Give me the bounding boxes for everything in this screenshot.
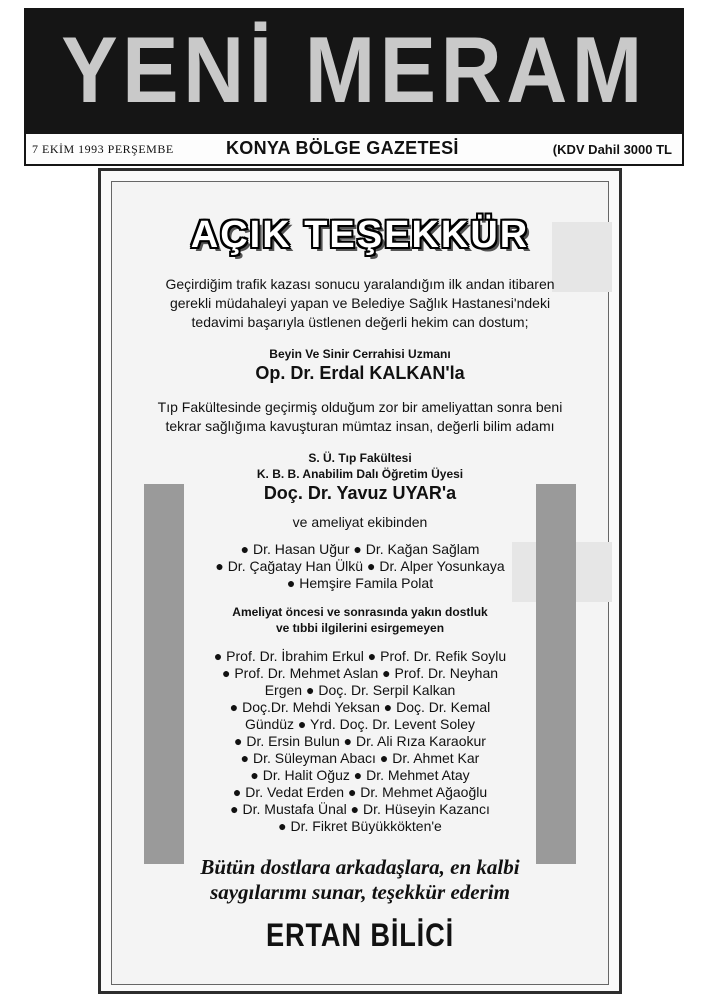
bullet-icon: ●	[353, 767, 363, 783]
bullet-icon: ●	[343, 733, 353, 749]
friend-name: Prof. Dr. Refik Soylu	[380, 648, 507, 664]
bullet-icon: ●	[278, 818, 287, 834]
friend-name: Dr. Mehmet Atay	[366, 767, 470, 783]
bullet-icon: ●	[213, 648, 223, 664]
friends-line	[112, 767, 608, 784]
ad-headline: AÇIK TEŞEKKÜR	[190, 214, 530, 256]
friend-name: Prof. Dr. İbrahim Erkul	[226, 648, 364, 664]
friends-line	[112, 750, 608, 767]
bullet-icon: ●	[229, 699, 239, 715]
bullet-icon: ●	[234, 733, 243, 749]
team-line	[112, 575, 608, 592]
friends-line	[112, 801, 608, 818]
doctor1-title: Beyin Ve Sinir Cerrahisi Uzmanı	[269, 347, 451, 361]
friends-line	[112, 733, 608, 750]
friends-intro-line1: Ameliyat öncesi ve sonrasında yakın dostluk	[232, 605, 488, 619]
bullet-icon: ●	[230, 801, 239, 817]
friend-name: Dr. Mustafa Ünal	[242, 801, 347, 817]
intro-paragraph: Geçirdiğim trafik kazası sonucu yaralandığım ilk andan itibaren gerekli müdahaleyi yapan ve Belediye Sağlık Hastanesi'ndeki tedavimi başarıyla üstlenen değerli hekim can dostum;	[165, 276, 555, 330]
doctor1-name: Op. Dr. Erdal KALKAN'la	[255, 363, 465, 383]
friend-name: Doç. Dr. Serpil Kalkan	[318, 682, 456, 698]
friends-line	[112, 784, 608, 801]
friends-line	[112, 699, 608, 716]
friend-name: Doç. Dr. Kemal	[396, 699, 491, 715]
friend-name: Dr. Ahmet Kar	[392, 750, 480, 766]
bullet-icon: ●	[286, 575, 296, 591]
friend-name: Doç.Dr. Mehdi Yeksan	[242, 699, 380, 715]
friend-name: Prof. Dr. Neyhan	[394, 665, 499, 681]
bullet-icon: ●	[215, 558, 224, 574]
friend-name: Prof. Dr. Mehmet Aslan	[234, 665, 379, 681]
ad-inner-panel	[111, 181, 609, 985]
friends-line	[112, 682, 608, 699]
bullet-icon: ●	[382, 665, 391, 681]
bullet-icon: ●	[379, 750, 389, 766]
issue-date: 7 EKİM 1993 PERŞEMBE	[32, 142, 174, 156]
team-intro: ve ameliyat ekibinden	[292, 514, 428, 530]
newspaper-subtitle: KONYA BÖLGE GAZETESİ	[226, 138, 459, 158]
team-member: Dr. Hasan Uğur	[253, 541, 350, 557]
bullet-icon: ●	[366, 558, 376, 574]
bullet-icon: ●	[221, 665, 231, 681]
friend-name: Dr. Süleyman Abacı	[253, 750, 376, 766]
second-paragraph: Tıp Fakültesinde geçirmiş olduğum zor bir ameliyattan sonra beni tekrar sağlığıma kavuşturan mümtaz insan, değerli bilim adamı	[157, 399, 563, 434]
bullet-icon: ●	[367, 648, 377, 664]
closing-line1: Bütün dostlara arkadaşlara, en kalbi	[200, 855, 520, 879]
friend-name: Dr. Mehmet Ağaoğlu	[360, 784, 488, 800]
bullet-icon: ●	[353, 541, 362, 557]
ad-content	[112, 182, 608, 984]
team-line	[112, 541, 608, 558]
friend-name: Dr. Hüseyin Kazancı	[363, 801, 490, 817]
bullet-icon: ●	[240, 541, 250, 557]
friends-intro-line2: ve tıbbi ilgilerini esirgemeyen	[275, 621, 445, 635]
friends-line	[112, 665, 608, 682]
friend-name: Ergen	[264, 682, 303, 698]
friends-line	[112, 648, 608, 665]
thank-you-ad-frame	[98, 168, 622, 994]
friend-name: Dr. Halit Oğuz	[262, 767, 350, 783]
doctor2-name: Doç. Dr. Yavuz UYAR'a	[263, 483, 457, 503]
newspaper-logo: YENİ MERAM	[61, 17, 647, 122]
friend-name: Yrd. Doç. Dr. Levent Soley	[310, 716, 475, 732]
signature-name: ERTAN BİLİCİ	[265, 917, 454, 953]
team-member: Dr. Kağan Sağlam	[365, 541, 480, 557]
friend-name: Dr. Vedat Erden	[245, 784, 345, 800]
bullet-icon: ●	[240, 750, 250, 766]
bullet-icon: ●	[305, 682, 315, 698]
bullet-icon: ●	[250, 767, 259, 783]
friends-line	[112, 716, 608, 733]
bullet-icon: ●	[347, 784, 357, 800]
bullet-icon: ●	[232, 784, 242, 800]
doctor2-faculty: S. Ü. Tıp Fakültesi	[308, 451, 412, 465]
friends-line	[112, 818, 608, 835]
team-member: Dr. Çağatay Han Ülkü	[227, 558, 364, 574]
doctor2-department: K. B. B. Anabilim Dalı Öğretim Üyesi	[256, 467, 464, 481]
team-member: Dr. Alper Yosunkaya	[379, 558, 505, 574]
bullet-icon: ●	[350, 801, 360, 817]
friends-list	[112, 648, 608, 835]
friend-name: Dr. Ali Rıza Karaokur	[356, 733, 486, 749]
team-line	[112, 558, 608, 575]
team-member: Hemşire Famila Polat	[299, 575, 434, 591]
issue-price: (KDV Dahil 3000 TL	[552, 142, 672, 157]
bullet-icon: ●	[297, 716, 307, 732]
bullet-icon: ●	[383, 699, 393, 715]
newspaper-masthead	[24, 8, 684, 166]
friend-name: Dr. Ersin Bulun	[246, 733, 340, 749]
closing-line2: saygılarımı sunar, teşekkür ederim	[210, 880, 510, 904]
friend-name: Dr. Fikret Büyükkökten'e	[290, 818, 442, 834]
masthead-info-bar	[24, 132, 684, 166]
team-list	[112, 541, 608, 592]
friend-name: Gündüz	[244, 716, 295, 732]
